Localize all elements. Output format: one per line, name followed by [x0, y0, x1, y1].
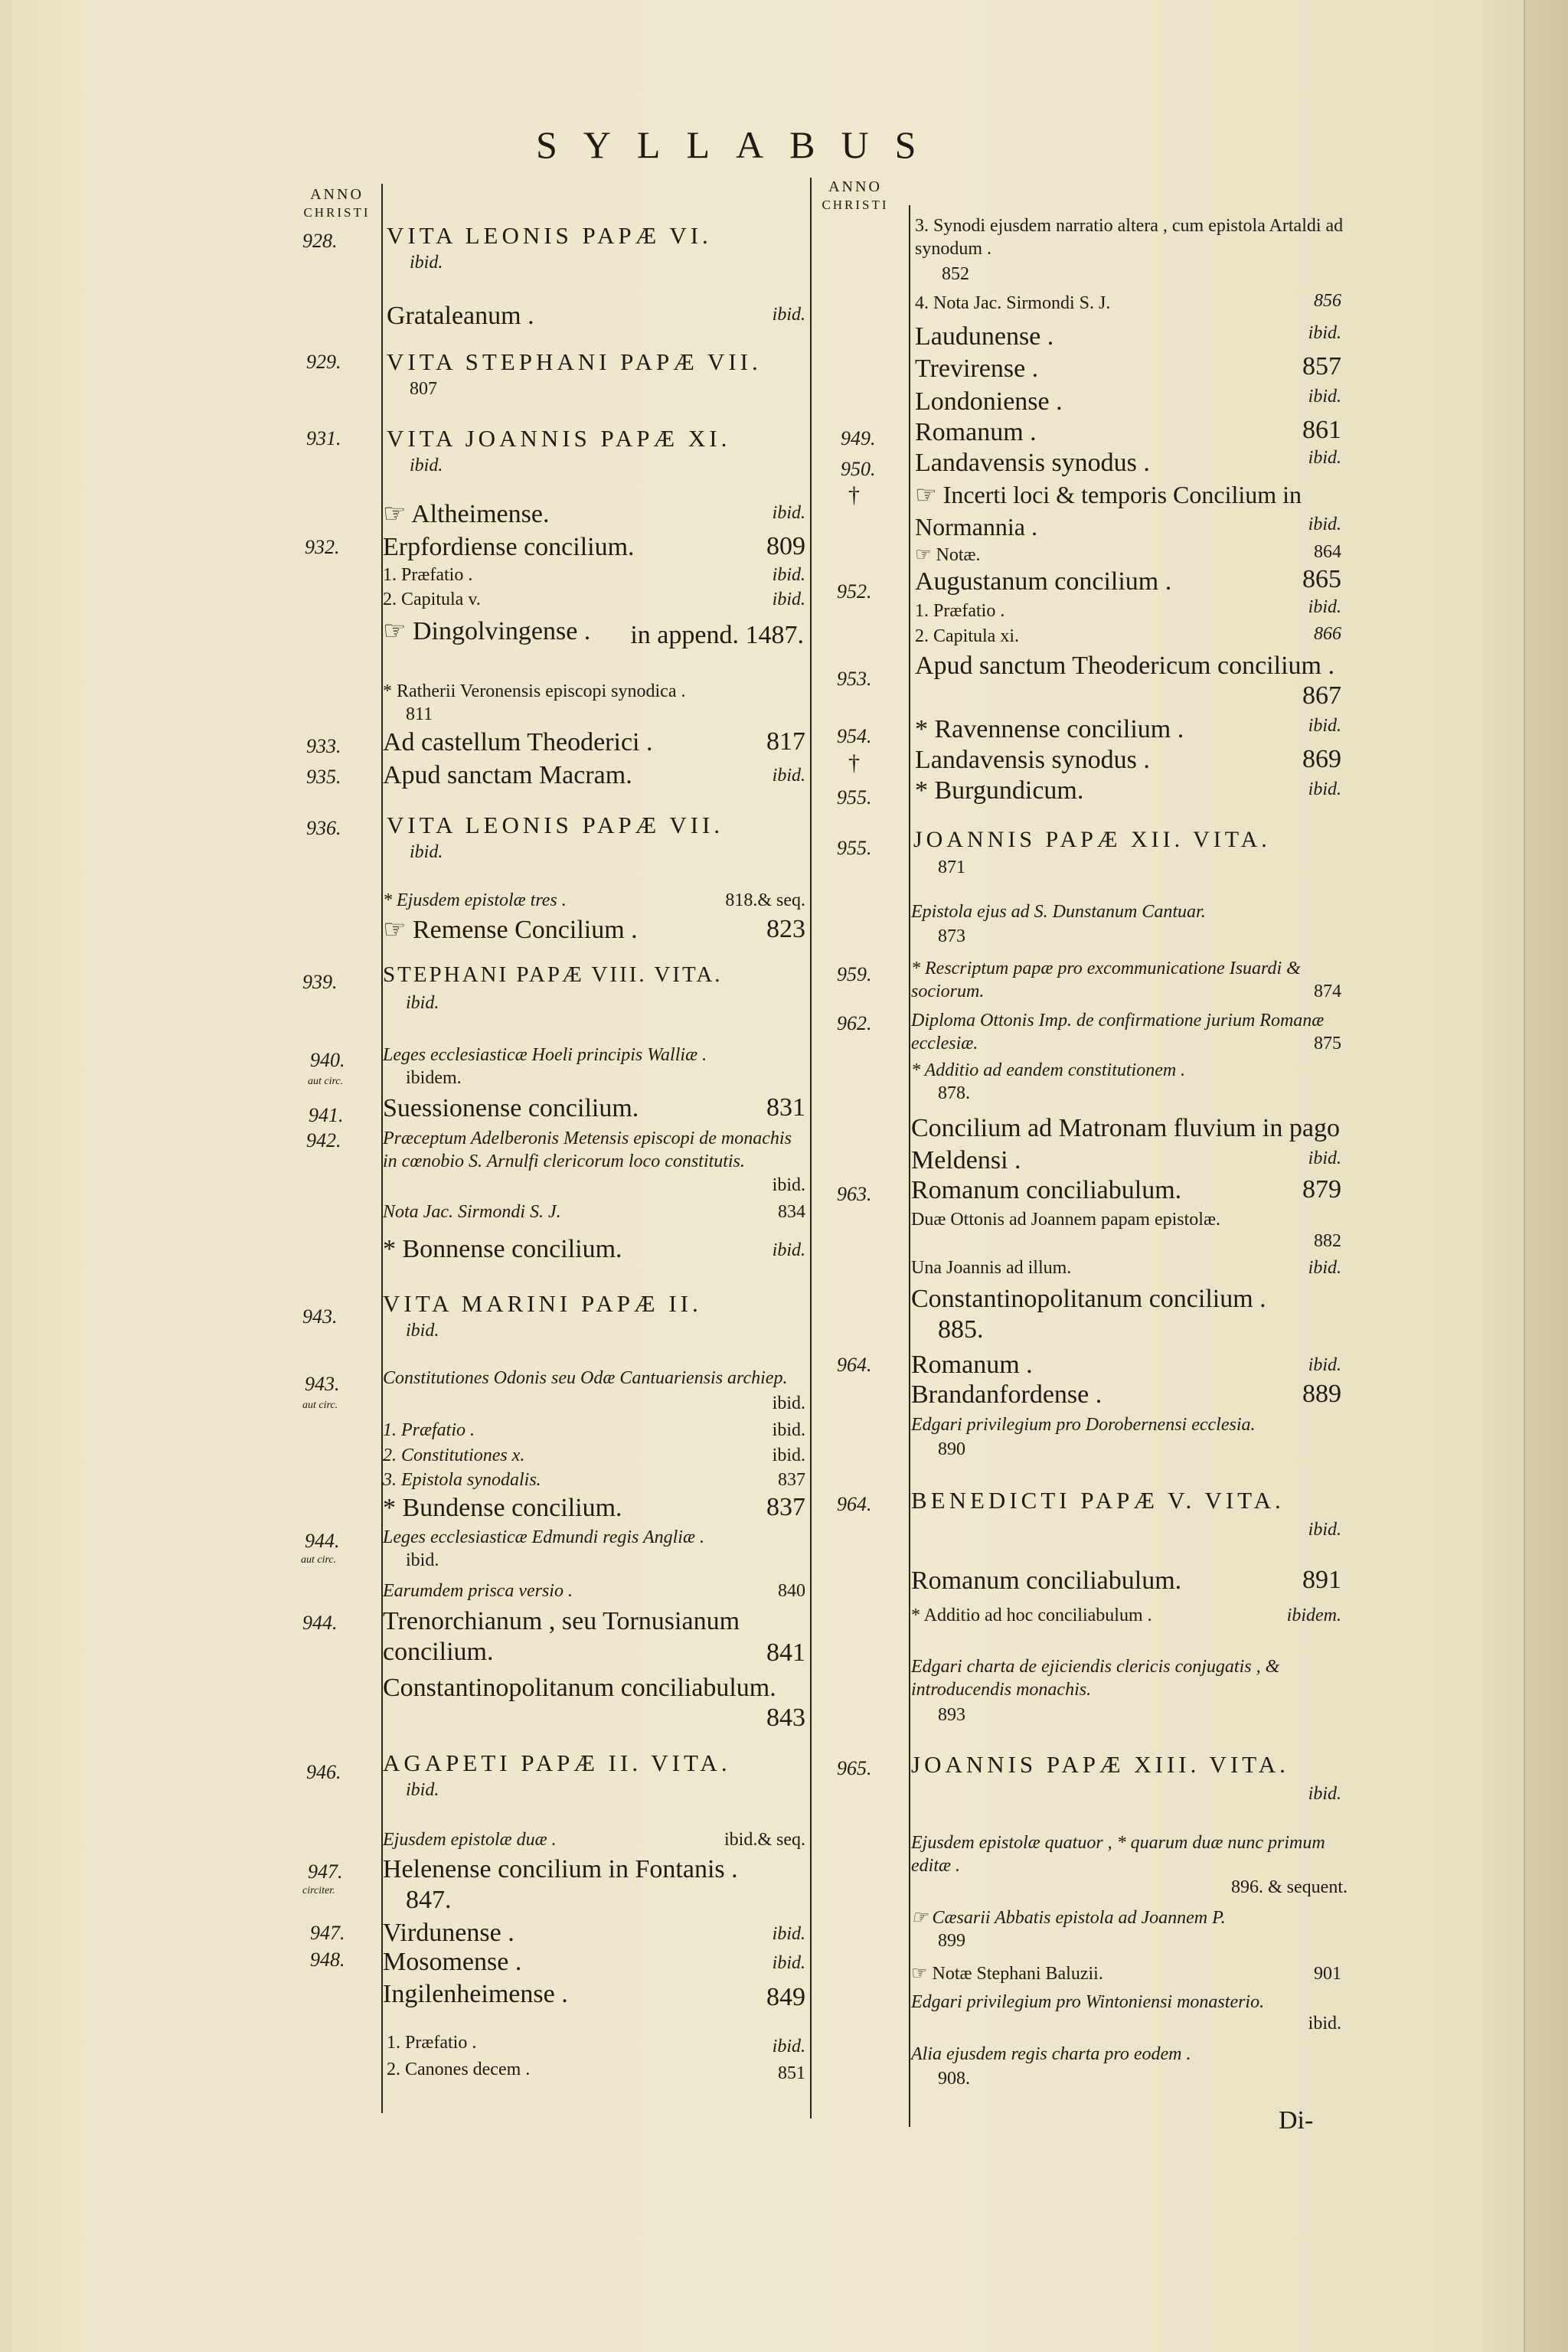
entry-page: ibid. — [1308, 323, 1341, 343]
year-note: aut circ. — [301, 1554, 337, 1566]
entry-page: 890 — [938, 1439, 965, 1459]
entry-title: ☞ Incerti loci & temporis Concilium in Normannia . — [915, 481, 1302, 541]
entry-page: 875 — [1314, 1034, 1341, 1054]
entry-title: Trevirense . — [915, 354, 1039, 383]
entry-page: ibid. — [1308, 1258, 1341, 1278]
entry-page: ibid. — [406, 1321, 439, 1341]
right-year-rule — [909, 205, 910, 2127]
entry-page: ibid. — [772, 2037, 805, 2056]
entry-page: 908. — [938, 2069, 970, 2089]
entry-page: 831 — [766, 1093, 805, 1122]
entry-title: STEPHANI PAPÆ VIII. VITA. — [383, 962, 723, 987]
entry-title: * Burgundicum. — [915, 776, 1084, 805]
entry-page: ibid. — [1308, 1148, 1341, 1168]
entry-page: 823 — [766, 915, 805, 943]
entry-page: in append. 1487. — [630, 621, 804, 649]
entry-title: 2. Constitutiones x. — [383, 1446, 525, 1465]
entry-title: VITA LEONIS PAPÆ VII. — [387, 812, 724, 838]
dagger-mark: † — [848, 750, 860, 776]
entry-page: 837 — [766, 1493, 805, 1521]
entry-page: ibid. — [1308, 1355, 1341, 1375]
entry-page: 849 — [766, 1983, 805, 2011]
year: 932. — [305, 536, 340, 558]
entry-page: 843 — [766, 1704, 805, 1732]
entry-page: 866 — [1314, 624, 1341, 644]
entry-title: ☞ Altheimense. — [383, 500, 550, 528]
year: 942. — [306, 1129, 341, 1152]
entry-page: 869 — [1302, 745, 1341, 773]
entry-title: Apud sanctum Theodericum concilium . — [915, 652, 1334, 680]
entry-title: * Bonnense concilium. — [383, 1235, 622, 1263]
year: 940. — [310, 1049, 345, 1071]
entry-title: Helenense concilium in Fontanis . — [383, 1855, 738, 1883]
entry-title: Landavensis synodus . — [915, 449, 1150, 477]
entry-title: Constitutiones Odonis seu Odæ Cantuariensis archiep. — [383, 1368, 788, 1388]
entry-title: Constantinopolitanum conciliabulum. — [383, 1674, 776, 1702]
year: 963. — [837, 1183, 872, 1205]
entry-title: 2. Capitula xi. — [915, 626, 1019, 646]
entry-title: ☞ Cæsarii Abbatis epistola ad Joannem P. — [911, 1908, 1226, 1928]
entry-page: 882 — [1314, 1231, 1341, 1251]
entry-page: 852 — [942, 264, 969, 284]
entry-page: ibid. — [1308, 779, 1341, 799]
year: 931. — [306, 427, 341, 449]
entry-page: ibid. — [772, 590, 805, 609]
entry-title: Concilium ad Matronam fluvium in pago Meldensi . — [911, 1114, 1340, 1174]
entry-title: Suessionense concilium. — [383, 1094, 639, 1122]
entry-title: Londoniense . — [915, 387, 1063, 416]
left-column-head-line1: ANNO — [310, 186, 364, 203]
entry-page: 901 — [1314, 1964, 1341, 1984]
entry-page: ibid. — [410, 842, 443, 862]
entry-page: 899 — [938, 1931, 965, 1951]
year: 944. — [302, 1612, 338, 1634]
year: 943. — [302, 1305, 338, 1328]
entry-title: Diploma Ottonis Imp. de confirmatione jurium Romanæ ecclesiæ. — [911, 1011, 1325, 1054]
entry-title: Nota Jac. Sirmondi S. J. — [383, 1202, 561, 1222]
entry-title: Romanum . — [911, 1351, 1033, 1379]
entry-page: ibid. — [410, 253, 443, 273]
entry-title: Edgari privilegium pro Dorobernensi ecclesia. — [911, 1415, 1256, 1435]
entry-page: 809 — [766, 532, 805, 560]
entry-page: ibid. — [406, 1550, 439, 1570]
entry-title: Romanum conciliabulum. — [911, 1176, 1182, 1204]
entry-title: VITA LEONIS PAPÆ VI. — [387, 222, 712, 249]
catchword: Di- — [1279, 2106, 1314, 2135]
entry-title: 2. Canones decem . — [387, 2060, 531, 2079]
right-column-head — [813, 178, 897, 214]
year: 959. — [837, 963, 872, 985]
entry-title: ☞ Notæ. — [915, 545, 981, 565]
entry-page: 871 — [938, 858, 965, 877]
entry-page: 889 — [1302, 1380, 1341, 1408]
facing-page-edge — [1524, 0, 1568, 2352]
entry-title: Grataleanum . — [387, 302, 534, 330]
entry-page: ibid. — [772, 305, 805, 325]
entry-title: Ejusdem epistolæ quatuor , * quarum duæ nunc primum editæ . — [911, 1833, 1325, 1876]
year: 948. — [310, 1949, 345, 1971]
entry-title: Ingilenheimense . — [383, 1980, 568, 2008]
year: 946. — [306, 1761, 341, 1783]
entry-title: 1. Præfatio . — [387, 2033, 477, 2053]
year: 929. — [306, 351, 341, 373]
entry-title: AGAPETI PAPÆ II. VITA. — [383, 1749, 731, 1776]
entry-title: Constantinopolitanum concilium . — [911, 1285, 1266, 1313]
entry-page: 807 — [410, 379, 437, 399]
dagger-mark: † — [848, 482, 860, 508]
entry-page: ibid. — [772, 503, 805, 523]
entry-page: ibid. — [1308, 448, 1341, 468]
entry-page: 867 — [1302, 681, 1341, 710]
entry-title: ☞ Notæ Stephani Baluzii. — [911, 1964, 1103, 1984]
entry-title: Trenorchianum , seu Tornusianum concilium. — [383, 1607, 740, 1666]
entry-page: 885. — [938, 1315, 984, 1344]
entry-title: * Bundense concilium. — [383, 1494, 622, 1522]
entry-page: ibidem. — [1286, 1606, 1341, 1625]
entry-title: * Ejusdem epistolæ tres . — [383, 890, 567, 910]
entry-title: Una Joannis ad illum. — [911, 1258, 1072, 1278]
entry-title: Romanum . — [915, 418, 1037, 446]
year: 947. — [310, 1922, 345, 1944]
entry-page: ibid. — [410, 456, 443, 475]
entry-title: Præceptum Adelberonis Metensis episcopi de monachis in cœnobio S. Arnulfi clericorum loco constitutis. — [383, 1129, 792, 1171]
year-note: aut circ. — [302, 1400, 338, 1411]
entry-page: 817 — [766, 727, 805, 756]
entry-page: 834 — [778, 1202, 805, 1222]
entry-title: Landavensis synodus . — [915, 746, 1150, 774]
entry-title: VITA STEPHANI PAPÆ VII. — [387, 348, 762, 375]
entry-title: * Ratherii Veronensis episcopi synodica . — [383, 681, 686, 701]
entry-page: 847. — [406, 1886, 452, 1914]
entry-page: ibid. — [772, 1420, 805, 1440]
entry-title: Earumdem prisca versio . — [383, 1581, 573, 1601]
entry-page: 818.& seq. — [725, 890, 805, 910]
entry-page: ibid. — [772, 1924, 805, 1944]
entry-title: 1. Præfatio . — [915, 601, 1005, 621]
center-rule — [810, 178, 812, 2118]
entry-page: ibid. — [772, 1175, 805, 1195]
entry-title: Virdunense . — [383, 1919, 514, 1947]
entry-page: ibid. — [406, 993, 439, 1013]
entry-page: 857 — [1302, 352, 1341, 381]
entry-page: ibid. — [772, 1393, 805, 1413]
year: 944. — [305, 1530, 340, 1552]
entry-title: Ejusdem epistolæ duæ . — [383, 1830, 557, 1850]
entry-title: 1. Præfatio . — [383, 1420, 475, 1440]
entry-page: ibid. — [772, 766, 805, 786]
right-column-head-line2: CHRISTI — [822, 198, 889, 212]
entry-title: * Rescriptum papæ pro excommunicatione Isuardi & sociorum. — [911, 959, 1301, 1001]
year: 939. — [302, 971, 338, 993]
entry-title: Apud sanctam Macram. — [383, 761, 632, 789]
entry-page: 865 — [1302, 565, 1341, 593]
entry-page: ibid. — [772, 1240, 805, 1260]
entry-title: Romanum conciliabulum. — [911, 1566, 1182, 1595]
year-note: circiter. — [302, 1885, 335, 1896]
entry-page: ibid. — [406, 1780, 439, 1800]
entry-page: 840 — [778, 1581, 805, 1601]
entry-page: 891 — [1302, 1566, 1341, 1594]
entry-title: 4. Nota Jac. Sirmondi S. J. — [915, 293, 1111, 313]
entry-title: VITA MARINI PAPÆ II. — [383, 1290, 702, 1317]
entry-page: ibid. — [772, 1953, 805, 1973]
entry-page: 856 — [1314, 291, 1341, 311]
year: 933. — [306, 735, 341, 757]
year: 955. — [837, 786, 872, 808]
left-column-head-line2: CHRISTI — [303, 205, 371, 220]
entry-page: ibid. — [1308, 387, 1341, 407]
entry-page: 811 — [406, 704, 433, 724]
entry-page: 879 — [1302, 1175, 1341, 1204]
entry-title: Epistola ejus ad S. Dunstanum Cantuar. — [911, 902, 1206, 922]
entry-page: 896. & sequent. — [1231, 1877, 1348, 1897]
entry-title: 3. Synodi ejusdem narratio altera , cum epistola Artaldi ad synodum . — [915, 216, 1344, 259]
entry-title: Alia ejusdem regis charta pro eodem . — [911, 2044, 1191, 2064]
entry-title: Leges ecclesiasticæ Hoeli principis Walliæ . — [383, 1045, 707, 1065]
entry-page: 841 — [766, 1638, 805, 1667]
year: 943. — [305, 1373, 340, 1395]
year: 965. — [837, 1757, 872, 1779]
entry-page: 878. — [938, 1083, 970, 1103]
year: 941. — [309, 1104, 344, 1126]
entry-page: ibid. — [1308, 2014, 1341, 2034]
entry-page: 861 — [1302, 416, 1341, 444]
year: 947. — [308, 1860, 343, 1883]
entry-page: 837 — [778, 1470, 805, 1490]
entry-title: Duæ Ottonis ad Joannem papam epistolæ. — [911, 1210, 1220, 1230]
page-title: SYLLABUS — [536, 123, 942, 166]
year-note: aut circ. — [308, 1076, 344, 1087]
entry-title: Edgari privilegium pro Wintoniensi monasterio. — [911, 1992, 1265, 2012]
entry-title: 1. Præfatio . — [383, 565, 473, 585]
entry-title: Ad castellum Theoderici . — [383, 728, 653, 756]
entry-page: 864 — [1314, 542, 1341, 562]
entry-title: VITA JOANNIS PAPÆ XI. — [387, 425, 731, 452]
right-column-head-line1: ANNO — [828, 178, 882, 195]
entry-title: ☞ Dingolvingense . — [383, 617, 591, 645]
entry-title: Mosomense . — [383, 1948, 522, 1976]
entry-title: ☞ Remense Concilium . — [383, 916, 638, 944]
year: 935. — [306, 766, 341, 788]
year: 964. — [837, 1354, 872, 1376]
year: 955. — [837, 837, 872, 859]
year: 962. — [837, 1012, 872, 1034]
entry-title: JOANNIS PAPÆ XIII. VITA. — [911, 1751, 1289, 1778]
entry-page: ibid. — [772, 1446, 805, 1465]
entry-title: * Additio ad eandem constitutionem . — [911, 1060, 1186, 1080]
year: 953. — [837, 668, 872, 690]
entry-title: * Ravennense concilium . — [915, 715, 1184, 743]
entry-title: BENEDICTI PAPÆ V. VITA. — [911, 1487, 1285, 1514]
entry-title: Brandanfordense . — [911, 1380, 1102, 1409]
entry-page: 851 — [778, 2063, 805, 2083]
year: 928. — [302, 230, 338, 252]
year: 952. — [837, 580, 872, 603]
entry-title: Erpfordiense concilium. — [383, 533, 635, 561]
entry-page: 873 — [938, 926, 965, 946]
left-column-head — [295, 185, 379, 222]
year: 964. — [837, 1493, 872, 1515]
entry-page: ibid.& seq. — [724, 1830, 805, 1850]
entry-title: JOANNIS PAPÆ XII. VITA. — [913, 827, 1271, 852]
year: 954. — [837, 725, 872, 747]
entry-page: 893 — [938, 1705, 965, 1725]
entry-title: 3. Epistola synodalis. — [383, 1470, 541, 1490]
entry-page: 874 — [1314, 982, 1341, 1001]
entry-page: ibid. — [1308, 716, 1341, 736]
entry-title: Augustanum concilium . — [915, 567, 1172, 596]
year: 949. — [841, 427, 876, 449]
entry-page: ibid. — [1308, 1520, 1341, 1540]
entry-page: ibid. — [772, 565, 805, 585]
entry-title: Laudunense . — [915, 322, 1054, 351]
entry-page: ibidem. — [406, 1068, 462, 1088]
entry-page: ibid. — [1308, 1784, 1341, 1804]
entry-title: 2. Capitula v. — [383, 590, 481, 609]
entry-title: * Additio ad hoc conciliabulum . — [911, 1606, 1152, 1625]
entry-title: Edgari charta de ejiciendis clericis conjugatis , & introducendis monachis. — [911, 1657, 1280, 1700]
year: 950. — [841, 458, 876, 480]
entry-page: ibid. — [1308, 514, 1341, 534]
year: 936. — [306, 817, 341, 839]
entry-title: Leges ecclesiasticæ Edmundi regis Angliæ . — [383, 1527, 704, 1547]
entry-page: ibid. — [1308, 597, 1341, 617]
